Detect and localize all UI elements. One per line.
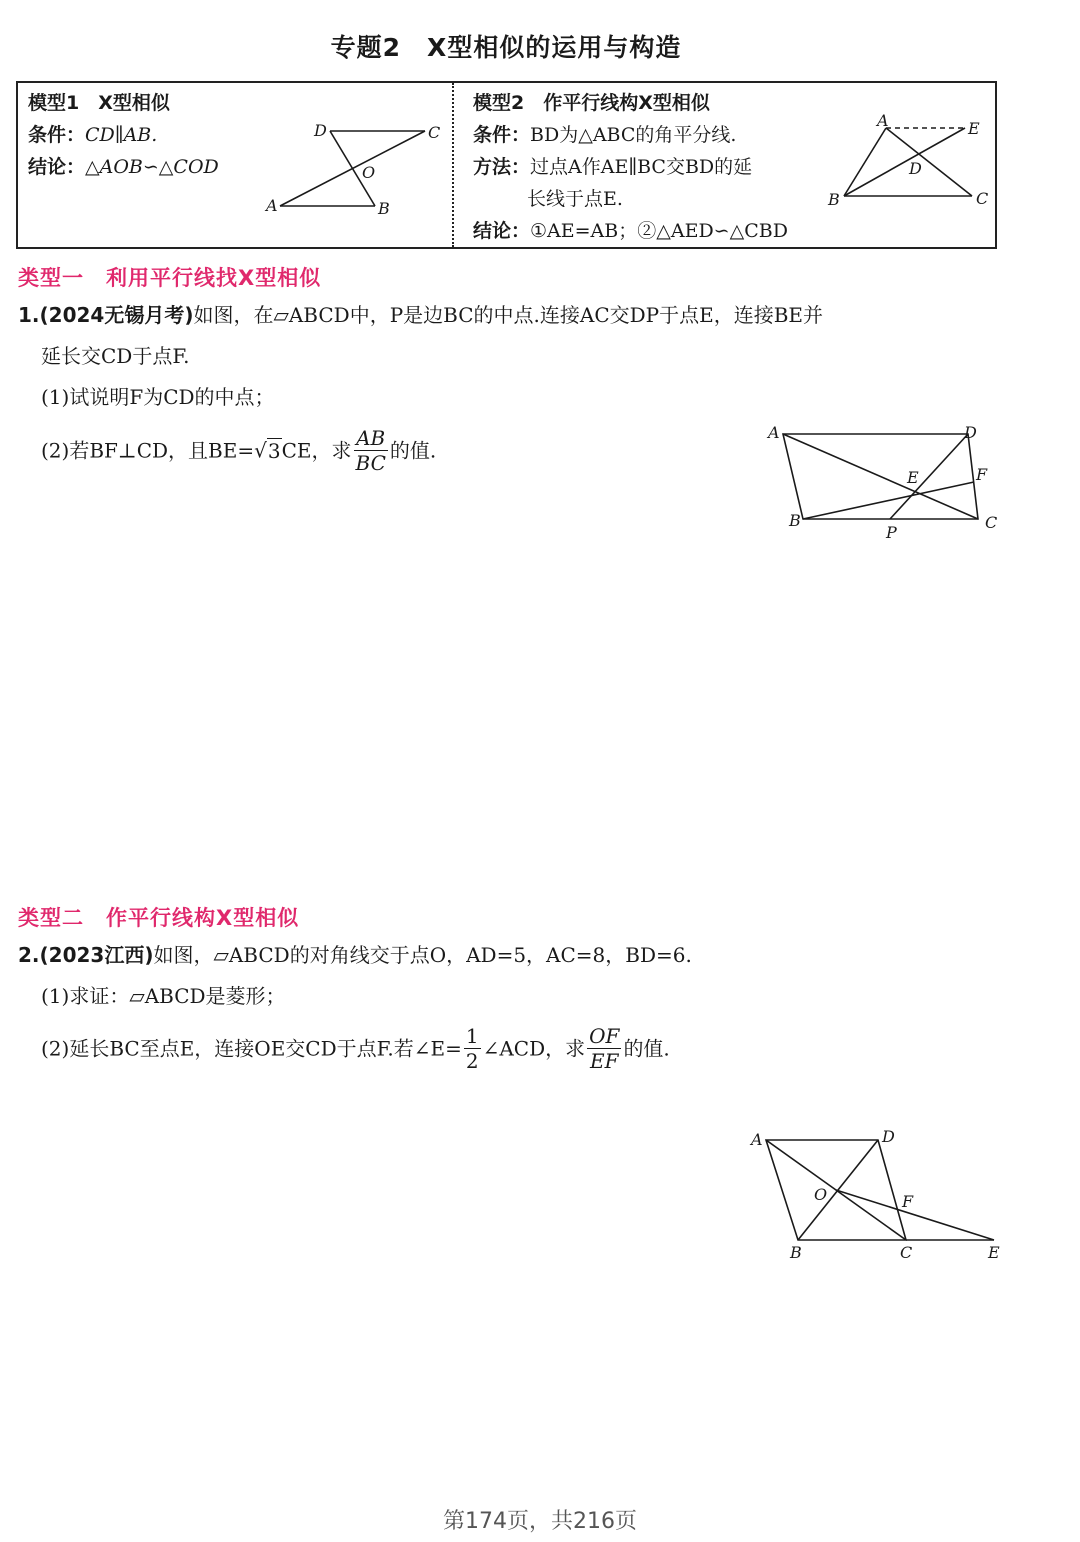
model-divider: [452, 83, 454, 247]
label-b: B: [790, 1243, 802, 1262]
model1-condition-label: 条件：: [28, 124, 86, 146]
question1-part2-mid: CE，求: [281, 438, 352, 463]
label-c: C: [428, 123, 441, 142]
question2-fraction: [587, 1026, 621, 1071]
question1-frac-num: AB: [354, 428, 388, 451]
label-a: A: [266, 196, 278, 215]
question1-source: (2024无锡月考): [39, 303, 194, 327]
question1-part2: (2)若BF⊥CD，且BE=√3CE，求 $\frac{AB}{BC}$ 的值.: [41, 426, 437, 475]
label-o: O: [362, 163, 376, 182]
label-d: D: [882, 1127, 895, 1146]
model2-method-line2: 长线于点E.: [527, 188, 623, 210]
label-b: B: [828, 190, 840, 209]
segment-bf: [803, 482, 974, 519]
label-c: C: [900, 1243, 913, 1262]
segment-dp: [890, 434, 968, 519]
question2-half-fraction: [464, 1026, 481, 1071]
question1-part2-sqrt: 3: [267, 438, 281, 463]
label-c: C: [976, 189, 989, 208]
label-a: A: [751, 1130, 763, 1149]
question2-stem-text: 如图，▱ABCD的对角线交于点O，AD=5，AC=8，BD=6.: [153, 943, 692, 967]
label-e: E: [988, 1243, 1000, 1262]
label-f: F: [902, 1192, 914, 1211]
question1-part1: (1)试说明F为CD的中点；: [41, 385, 275, 409]
model2-heading: 模型2 作平行线构X型相似: [473, 92, 710, 114]
question2-part2-prefix: (2)延长BC至点E，连接OE交CD于点F.若∠E=: [41, 1036, 462, 1061]
label-a: A: [877, 111, 889, 130]
question1-fraction: [354, 428, 388, 473]
label-e: E: [968, 119, 980, 138]
segment-ca: [280, 131, 425, 206]
question1-number: 1.: [18, 303, 40, 327]
label-d: D: [314, 121, 327, 140]
question1-stem-line1: 如图，在▱ABCD中，P是边BC的中点.连接AC交DP于点E，连接BE并: [193, 303, 824, 327]
model2-conclusion-label: 结论：: [473, 220, 531, 242]
model1-condition-text: CD∥AB.: [85, 124, 158, 146]
model2-condition-text: BD为△ABC的角平分线.: [530, 124, 737, 146]
label-b: B: [378, 199, 390, 218]
question2-frac-num: OF: [589, 1024, 620, 1048]
segment-oe: [836, 1190, 994, 1240]
section1-heading: 类型一 利用平行线找X型相似: [18, 266, 322, 290]
model1-conclusion-text: △AOB∽△COD: [85, 156, 219, 178]
label-a: A: [768, 423, 780, 442]
model1-heading: 模型1 X型相似: [28, 92, 170, 114]
question2-stem: [18, 945, 692, 965]
model1-conclusion: [28, 158, 219, 177]
model1-condition: [28, 126, 157, 145]
question1-part2-suffix: 的值.: [389, 438, 437, 463]
model2-method-label: 方法：: [473, 156, 531, 178]
model2-method: [473, 158, 752, 177]
question2-frac-den: EF: [590, 1049, 619, 1073]
model2-condition-label: 条件：: [473, 124, 531, 146]
label-d: D: [964, 423, 977, 442]
label-p: P: [886, 523, 897, 542]
label-o: O: [814, 1185, 828, 1204]
question2-number: 2.: [18, 943, 40, 967]
question2-part1: (1)求证：▱ABCD是菱形；: [41, 984, 286, 1008]
segment-ac: [886, 128, 972, 196]
model2-figure: [820, 108, 995, 212]
label-b: B: [789, 511, 801, 530]
question2-source: (2023江西): [39, 943, 154, 967]
question2-part2: [41, 1026, 670, 1071]
model2-conclusion-text: ①AE=AB；②△AED∽△CBD: [530, 220, 788, 242]
label-c: C: [985, 513, 998, 532]
model2-conclusion: [473, 222, 788, 241]
question1-stem-line2: 延长交CD于点F.: [41, 344, 190, 368]
model2-condition: [473, 126, 736, 145]
segment-ac: [783, 434, 978, 519]
question2-half-num: 1: [465, 1024, 479, 1048]
model1-conclusion-label: 结论：: [28, 156, 86, 178]
question1-figure: [758, 418, 1008, 548]
page-footer: 第174页，共216页: [443, 1509, 637, 1534]
question1-stem: [18, 305, 823, 325]
question2-figure: [742, 1122, 1012, 1267]
model1-figure: [260, 118, 450, 220]
question2-part2-mid: ∠ACD，求: [482, 1036, 586, 1061]
model2-method-line1: 过点A作AE∥BC交BD的延: [530, 156, 753, 178]
page-title: 专题2 X型相似的运用与构造: [330, 33, 682, 62]
label-d: D: [909, 159, 922, 178]
segment-ab: [844, 128, 886, 196]
section2-heading: 类型二 作平行线构X型相似: [18, 906, 300, 930]
segment-be: [844, 128, 965, 196]
label-e: E: [907, 468, 919, 487]
question2-half-den: 2: [465, 1049, 479, 1073]
question2-part2-suffix: 的值.: [623, 1036, 670, 1061]
question1-part2-prefix: (2)若BF⊥CD，且BE=: [41, 438, 255, 463]
question1-frac-den: BC: [355, 451, 386, 475]
label-f: F: [976, 465, 988, 484]
